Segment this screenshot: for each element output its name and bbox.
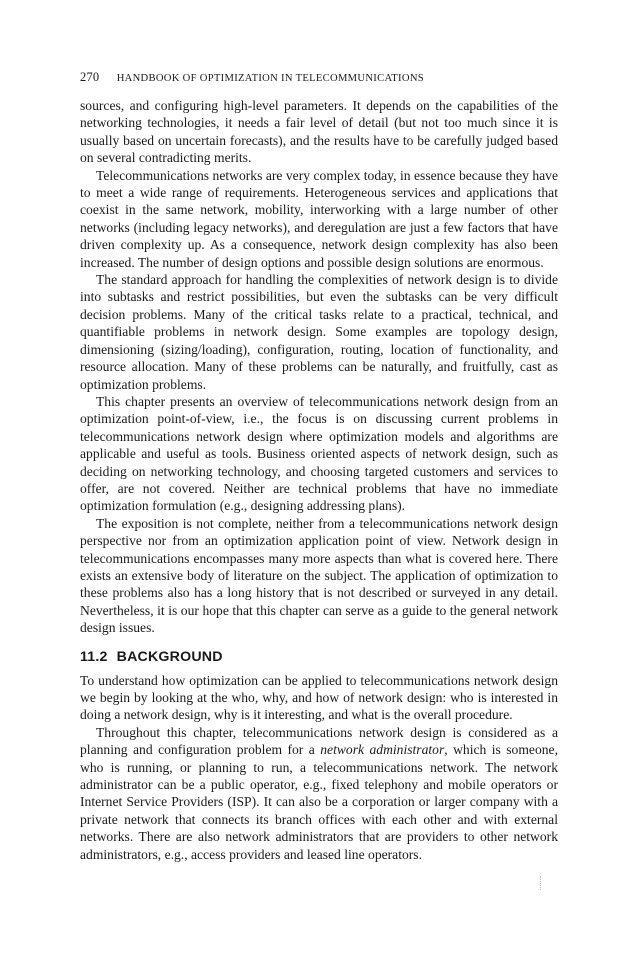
running-title: HANDBOOK OF OPTIMIZATION IN TELECOMMUNICATIONS xyxy=(116,73,424,84)
paragraph-text: Throughout this chapter, telecommunications network design is considered as a planning and configuration problem for a xyxy=(80,724,558,758)
section-number: 11.2 xyxy=(80,648,108,665)
page-number: 270 xyxy=(80,70,100,84)
running-header xyxy=(80,70,558,85)
paragraph: sources, and configuring high-level parameters. It depends on the capabilities of the networking technologies, it needs a fair level of detail (but not too much since it is usually based on uncertain forecasts), and the results have to be carefully judged based on several contradicting merits. xyxy=(80,98,558,166)
paragraph: The standard approach for handling the complexities of network design is to divide into subtasks and restrict possibilities, but even the subtasks can be very difficult decision problems. Many of the critical tasks relate to a practical, technical, and quantifiable problems in network design. Some examples are topology design, dimensioning (sizing/loading), configuration, routing, location of functionality, and resource allocation. Many of these problems can be naturally, and fruitfully, cast as optimization problems. xyxy=(80,272,558,392)
paragraph: The exposition is not complete, neither from a telecommunications network design perspective nor from an optimization application point of view. Network design in telecommunications encompasses many more aspects than what is covered here. There exists an extensive body of literature on the subject. The application of optimization to these problems also has a long history that is not described or surveyed in any detail. Nevertheless, it is our hope that this chapter can serve as a guide to the general network design issues. xyxy=(80,515,558,636)
paragraph: Telecommunications networks are very complex today, in essence because they have to meet a wide range of requirements. Heterogeneous services and applications that coexist in the same network, mobility, interworking with a large number of other networks (including legacy networks), and deregulation are just a few factors that have driven complexity up. As a consequence, network design complexity has also been increased. The number of design options and possible design solutions are enormous. xyxy=(80,167,558,270)
page-body xyxy=(80,70,558,863)
scan-edge-mark xyxy=(540,876,543,890)
section-heading xyxy=(80,649,558,665)
paragraph-text: , which is someone, who is running, or planning to run, a telecommunications network. The network administrator can be a public operator, e.g., fixed telephony and mobile operators or Internet Service Providers (ISP). It can also be a corporation or larger company with a private network that connects its branch offices with each other and with external networks. There are also network administrators that are providers to other network administrators, e.g., access providers and leased line operators. xyxy=(80,742,558,862)
paragraph: This chapter presents an overview of telecommunications network design from an optimization point-of-view, i.e., the focus is on discussing current problems in telecommunications network design where optimization models and algorithms are applicable and useful as tools. Business oriented aspects of network design, such as deciding on networking technology, and choosing targeted customers and services to offer, are not covered. Neither are technical problems that have no immediate optimization formulation (e.g., designing addressing plans). xyxy=(80,393,558,514)
paragraph xyxy=(80,724,558,863)
paragraph: To understand how optimization can be applied to telecommunications network design we begin by looking at the who, why, and how of network design: who is interested in doing a network design, why is it interesting, and what is the overall procedure. xyxy=(80,672,558,723)
section-title: BACKGROUND xyxy=(116,648,223,665)
emphasized-term: network administrator xyxy=(320,742,445,758)
